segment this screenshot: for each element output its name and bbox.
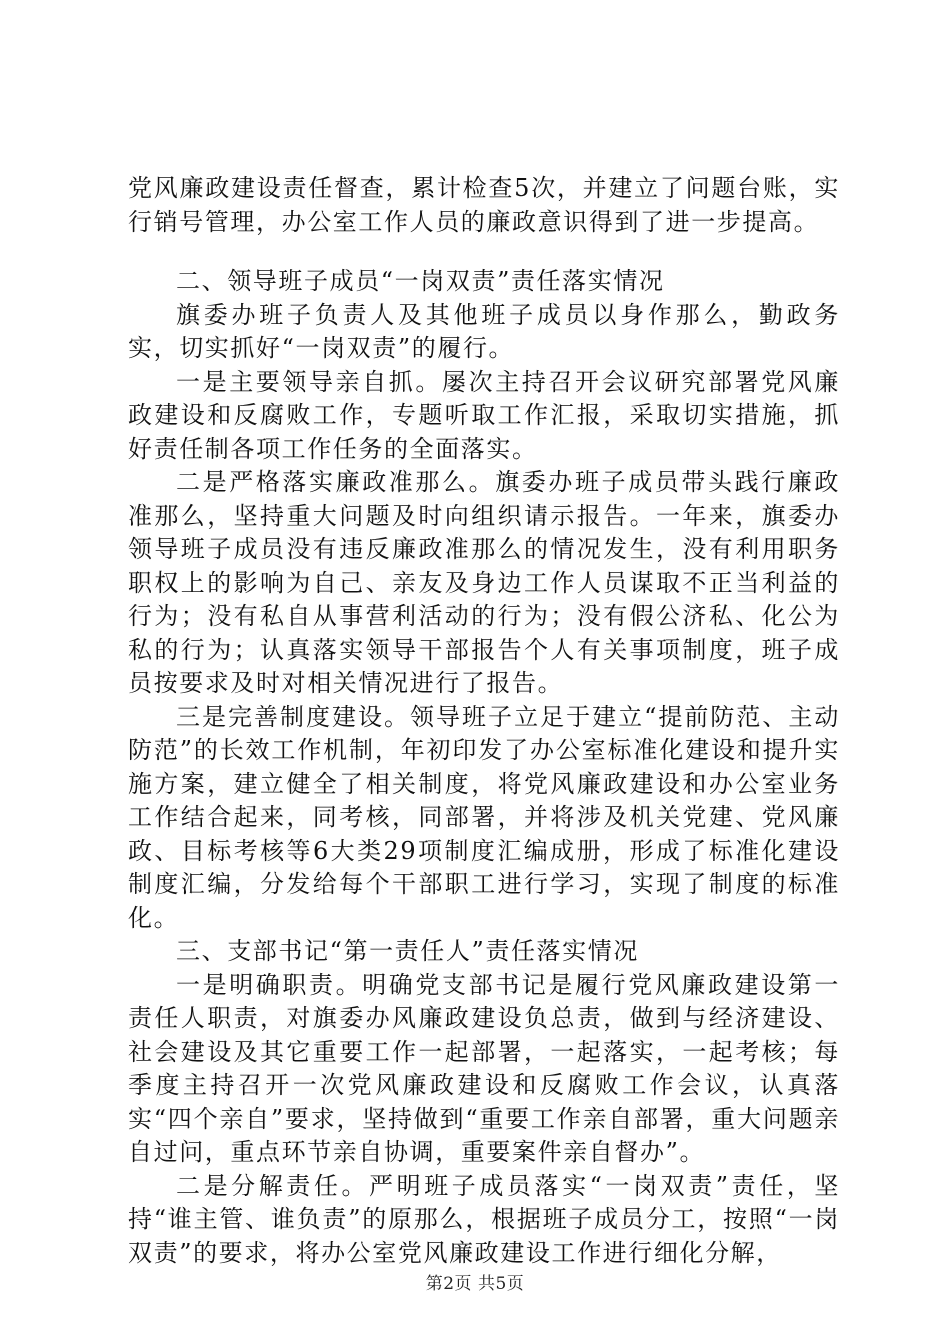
paragraph: 旗委办班子负责人及其他班子成员以身作那么，勤政务实，切实抓好“一岗双责”的履行。 [128,300,840,362]
document-body [128,172,840,1270]
paragraph-continuation: 党风廉政建设责任督查，累计检查5次，并建立了问题台账，实行销号管理，办公室工作人员的廉政意识得到了进一步提高。 [128,174,840,236]
section-heading-2: 二、领导班子成员“一岗双责”责任落实情况 [176,267,665,295]
paragraph: 二是严格落实廉政准那么。旗委办班子成员带头践行廉政准那么，坚持重大问题及时向组织请示报告。一年来，旗委办领导班子成员没有违反廉政准那么的情况发生，没有利用职务职权上的影响为自己、亲友及身边工作人员谋取不正当利益的行为；没有私自从事营利活动的行为；没有假公济私、化公为私的行为；认真落实领导干部报告个人有关事项制度，班子成员按要求及时对相关情况进行了报告。 [128,468,840,697]
paragraph: 一是明确职责。明确党支部书记是履行党风廉政建设第一责任人职责，对旗委办风廉政建设负总责，做到与经济建设、社会建设及其它重要工作一起部署，一起落实，一起考核；每季度主持召开一次党风廉政建设和反腐败工作会议，认真落实“四个亲自”要求，坚持做到“重要工作亲自部署，重大问题亲自过问，重点环节亲自协调，重要案件亲自督办”。 [128,970,840,1166]
paragraph: 二是分解责任。严明班子成员落实“一岗双责”责任，坚持“谁主管、谁负责”的原那么，根据班子成员分工，按照“一岗双责”的要求，将办公室党风廉政建设工作进行细化分解， [128,1171,840,1267]
paragraph: 三是完善制度建设。领导班子立足于建立“提前防范、主动防范”的长效工作机制，年初印发了办公室标准化建设和提升实施方案，建立健全了相关制度，将党风廉政建设和办公室业务工作结合起来，同考核，同部署，并将涉及机关党建、党风廉政、目标考核等6大类29项制度汇编成册，形成了标准化建设制度汇编，分发给每个干部职工进行学习，实现了制度的标准化。 [128,702,840,932]
page-number-footer: 第2页 共5页 [425,1274,525,1294]
section-heading-3: 三、支部书记“第一责任人”责任落实情况 [176,937,639,965]
paragraph: 一是主要领导亲自抓。屡次主持召开会议研究部署党风廉政建设和反腐败工作，专题听取工作汇报，采取切实措施，抓好责任制各项工作任务的全面落实。 [128,367,840,463]
